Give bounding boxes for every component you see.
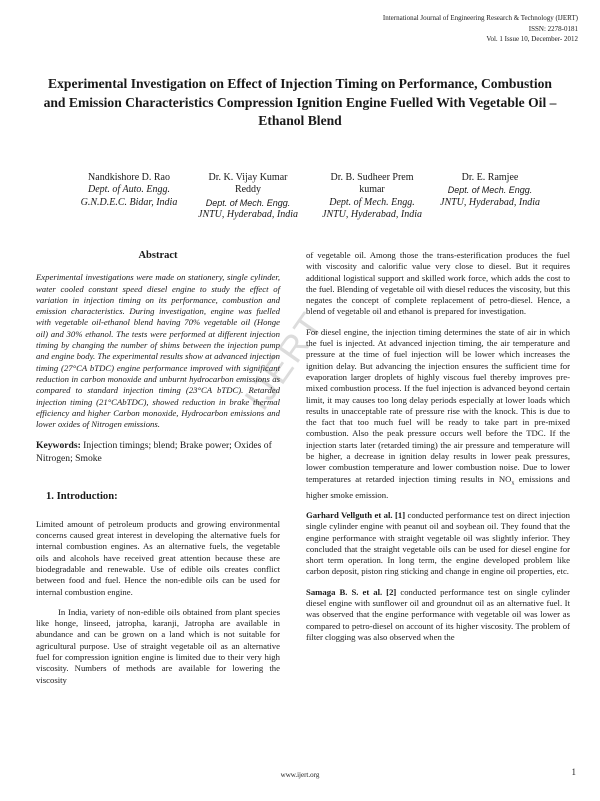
intro-paragraph-1: Limited amount of petroleum products and growing environmental concerns caused great interest in developing the alternative fuels for internal combustion engines. As an alternative fuels, the vegetable oils and alcohols have received great attention because these are biodegradable and renewable. Use of edible oils creates conflict between food and fuel. Hence the non-edible oils can be used for internal combustion engine. <box>36 518 280 597</box>
issn: ISSN: 2278-0181 <box>528 24 578 33</box>
right-column <box>306 250 570 652</box>
intro-paragraph-2: In India, variety of non-edible oils obtained from plant species like honge, linseed, jatropha, karanji, Jatropha are available in abundance and can be grown on a land which is not suitable for agricultural purpose. Use of straight vegetable oil as an alternative fuel for compression ignition engine is limited due to their very high viscosity. Numbers of methods are available for lowering the viscosity <box>36 606 280 685</box>
body-paragraph-2: For diesel engine, the injection timing determines the state of air in which the fuel is injected. At advanced injection timing, the air temperature and pressure at the time of fuel injection will be lower which increases the ignition delay. But advancing the injection ensures the sufficient time for evaporation larger droplets of highly viscous fuel thereby improves pre-mixed combustion process. If the fuel injection is advanced beyond certain limit, it may causes too long delay periods especially at lower loads which results in unacceptable rate of pressure rise with the knock. This is due to the fact that too much fuel will be ready to take part in pre-mixed combustion. Also the peak pressure occurs well before the TDC. If the injection starts later (retarded timing) the air pressure and temperature will be higher, a decrease in ignition delay results in lower peak pressures, lower combustion temperature and lower combustion noise. Due to lower temperatures at retarded injection timing results in $NO_x$ emissions and higher smoke emission. <box>306 326 570 500</box>
journal-header <box>383 13 578 45</box>
abstract-text: Experimental investigations were made on stationery, single cylinder, water cooled constant speed diesel engine to study the effect of variation in injection timing on its performance, combustion and emission characteristics. During investigation, engine was fuelled with vegetable oil-ethanol blend having 70% vegetable oil (Honge oil) and 30% ethanol. The tests were performed at different injection timing by changing the number of shims between the injection pump and engine body. The experimental results show at advanced injection timing (27°CA bTDC) engine performance improved with significant reduction in carbon monoxide and unburnt hydrocarbon emissions as compared to standard injection timing (23°CA bTDC). Retarded injection timing (21°CAbTDC), showed reduction in brake thermal efficiency and higher Carbon monoxide, Hydrocarbon emissions and lower oxides of Nitrogen emissions. <box>36 272 280 430</box>
keywords-text: Injection timings; blend; Brake power; Oxides of Nitrogen; Smoke <box>36 440 272 465</box>
journal-name: International Journal of Engineering Research & Technology (IJERT) <box>382 14 578 22</box>
volume-info: Vol. 1 Issue 10, December- 2012 <box>486 35 578 43</box>
reference-paragraph-2: Samaga B. S. et al. [2] conducted performance test on single cylinder diesel engine with sunflower oil and groundnut oil as an alternative fuel. It was observed that the engine performance with vegetable oil was lower as compared to petro-diesel on account of its higher viscosity. The problem of filter clogging was also observed when the <box>306 586 570 642</box>
section-heading-introduction: 1. Introduction: <box>46 491 118 503</box>
ref-author: Garhard Vellguth et al. [1] <box>306 509 406 520</box>
author-institute: G.N.D.E.C. Bidar, India <box>80 196 178 208</box>
keywords-label: Keywords: <box>36 440 81 452</box>
ref-author: Samaga B. S. et al. [2] <box>306 586 397 597</box>
footer-url[interactable]: www.ijert.org <box>280 771 320 779</box>
keywords <box>36 439 280 465</box>
author-dept: Dept. of Mech. Engg. <box>447 185 533 196</box>
author-institute: JNTU, Hyderabad, India <box>198 209 298 221</box>
author-name: Dr. E. Ramjee <box>461 172 519 183</box>
author-3 <box>318 172 426 222</box>
author-name: Dr. B. Sudheer Prem kumar <box>330 172 414 196</box>
author-1 <box>68 172 190 209</box>
reference-paragraph-1: Garhard Vellguth et al. [1] conducted performance test on direct injection single cylinder engine with peanut oil and soybean oil. They found that the engine performance with straight vegetable oil was slightly inferior. They concluded that the straight vegetable oils can be used for diesel engine for short term operation. In long term, the engine developed problem like carbon deposit, piston ring sticking and change in engine oil properties, etc. <box>306 509 570 577</box>
author-name: Dr. K. Vijay Kumar Reddy <box>208 172 288 196</box>
author-dept: Dept. of Mech. Engg. <box>205 197 291 208</box>
abstract-heading: Abstract <box>138 250 178 261</box>
body-paragraph-1: of vegetable oil. Among those the trans-esterification produces the fuel with viscosity and calorific value very close to diesel. But it requires additional logistical support and skilled work force, which adds the cost to the fuel. Blending of vegetable oil with diesel reduces the viscosity, but this negates the concept of complete replacement of petro-diesel. Hence, a blend of vegetable oil and ethanol is prepared for investigation. <box>306 250 570 317</box>
watermark: IJERT <box>236 304 333 418</box>
page-number: 1 <box>571 767 576 777</box>
author-institute: JNTU, Hyderabad, India <box>322 209 422 221</box>
author-institute: JNTU, Hyderabad, India <box>440 196 540 208</box>
author-4 <box>440 172 540 209</box>
author-dept: Dept. of Auto. Engg. <box>87 184 171 196</box>
left-column <box>36 250 280 695</box>
author-dept: Dept. of Mech. Engg. <box>329 196 415 208</box>
author-2 <box>196 172 300 222</box>
author-name: Nandkishore D. Rao <box>88 172 170 183</box>
paper-title: Experimental Investigation on Effect of Injection Timing on Performance, Combustion and Emission Characteristics Compression Ignition Engine Fuelled With Vegetable Oil –Ethanol Blend <box>43 76 557 128</box>
